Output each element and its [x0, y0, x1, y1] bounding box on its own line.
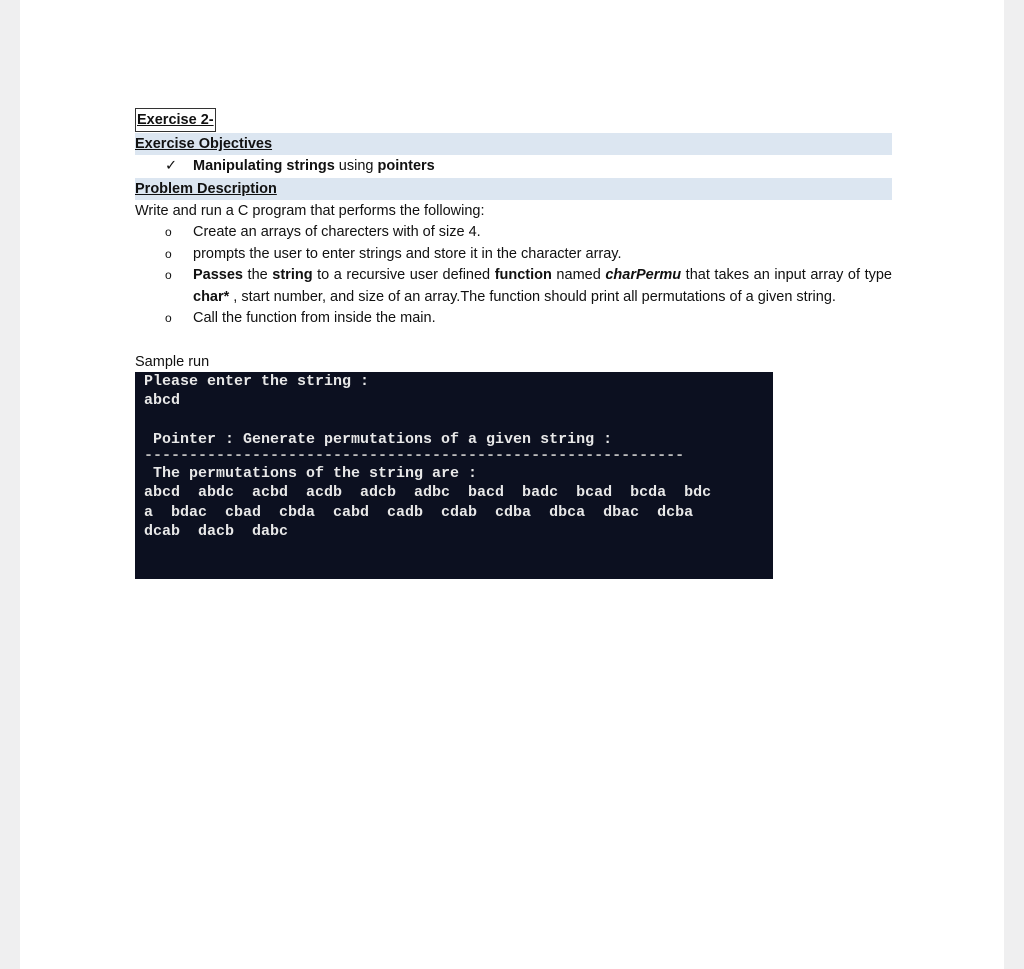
- list-item: [135, 265, 892, 308]
- objective-text-strings: Manipulating strings: [193, 158, 335, 174]
- sample-run-label: Sample run: [135, 353, 210, 370]
- list-item: [135, 308, 892, 330]
- list-item-text: Call the function from inside the main.: [193, 310, 436, 326]
- checkmark-icon: ✓: [165, 158, 178, 174]
- exercise-title: Exercise 2-: [135, 108, 216, 132]
- list-item: [135, 244, 892, 266]
- terminal-blank: [144, 411, 773, 431]
- list-item: [135, 222, 892, 244]
- bullet-icon: o: [165, 225, 172, 239]
- list-item-text: that takes an input array of type: [681, 267, 892, 283]
- type-char-pointer: char*: [193, 288, 230, 305]
- problem-intro: Write and run a C program that performs the following:: [135, 203, 485, 219]
- objective-text-pointers: pointers: [377, 158, 435, 174]
- terminal-prompt: Please enter the string :: [144, 372, 370, 390]
- list-item-text: prompts the user to enter strings and store it in the character array.: [193, 245, 622, 262]
- terminal-permutations-row: dcab dacb dabc: [144, 523, 289, 540]
- requirements-list: [135, 222, 892, 330]
- document-page: [20, 0, 1004, 969]
- terminal-divider: ------------------------------------------------------------: [144, 449, 684, 464]
- function-name: charPermu: [605, 267, 682, 283]
- problem-header: Problem Description: [135, 178, 892, 200]
- objectives-header: Exercise Objectives: [135, 133, 892, 155]
- keyword-passes: Passes: [193, 267, 243, 283]
- list-item-text: to a recursive user defined: [312, 267, 495, 283]
- bullet-icon: o: [165, 268, 172, 282]
- terminal-permutations-row: a bdac cbad cbda cabd cadb cdab cdba dbca dbac dcba: [144, 503, 694, 521]
- keyword-string: string: [272, 267, 313, 283]
- bullet-icon: o: [165, 311, 172, 325]
- terminal-output: [135, 372, 773, 579]
- keyword-function: function: [494, 267, 552, 283]
- terminal-permutations-row: abcd abdc acbd acdb adcb adbc bacd badc bcad bcda bdc: [144, 484, 712, 501]
- objective-text-using: using: [334, 158, 378, 174]
- list-item-text: the: [243, 267, 273, 283]
- bullet-icon: o: [165, 246, 172, 261]
- list-item-text: Create an arrays of charecters with of size 4.: [193, 224, 481, 240]
- terminal-input: abcd: [144, 392, 181, 409]
- objective-item: [135, 155, 892, 177]
- list-item-text: named: [551, 267, 606, 283]
- terminal-heading: Pointer : Generate permutations of a given string :: [153, 431, 613, 448]
- terminal-result-label: The permutations of the string are :: [153, 464, 478, 482]
- list-item-text: , start number, and size of an array.The function should print all permutations of a given string.: [229, 288, 836, 305]
- document-content: [135, 108, 892, 579]
